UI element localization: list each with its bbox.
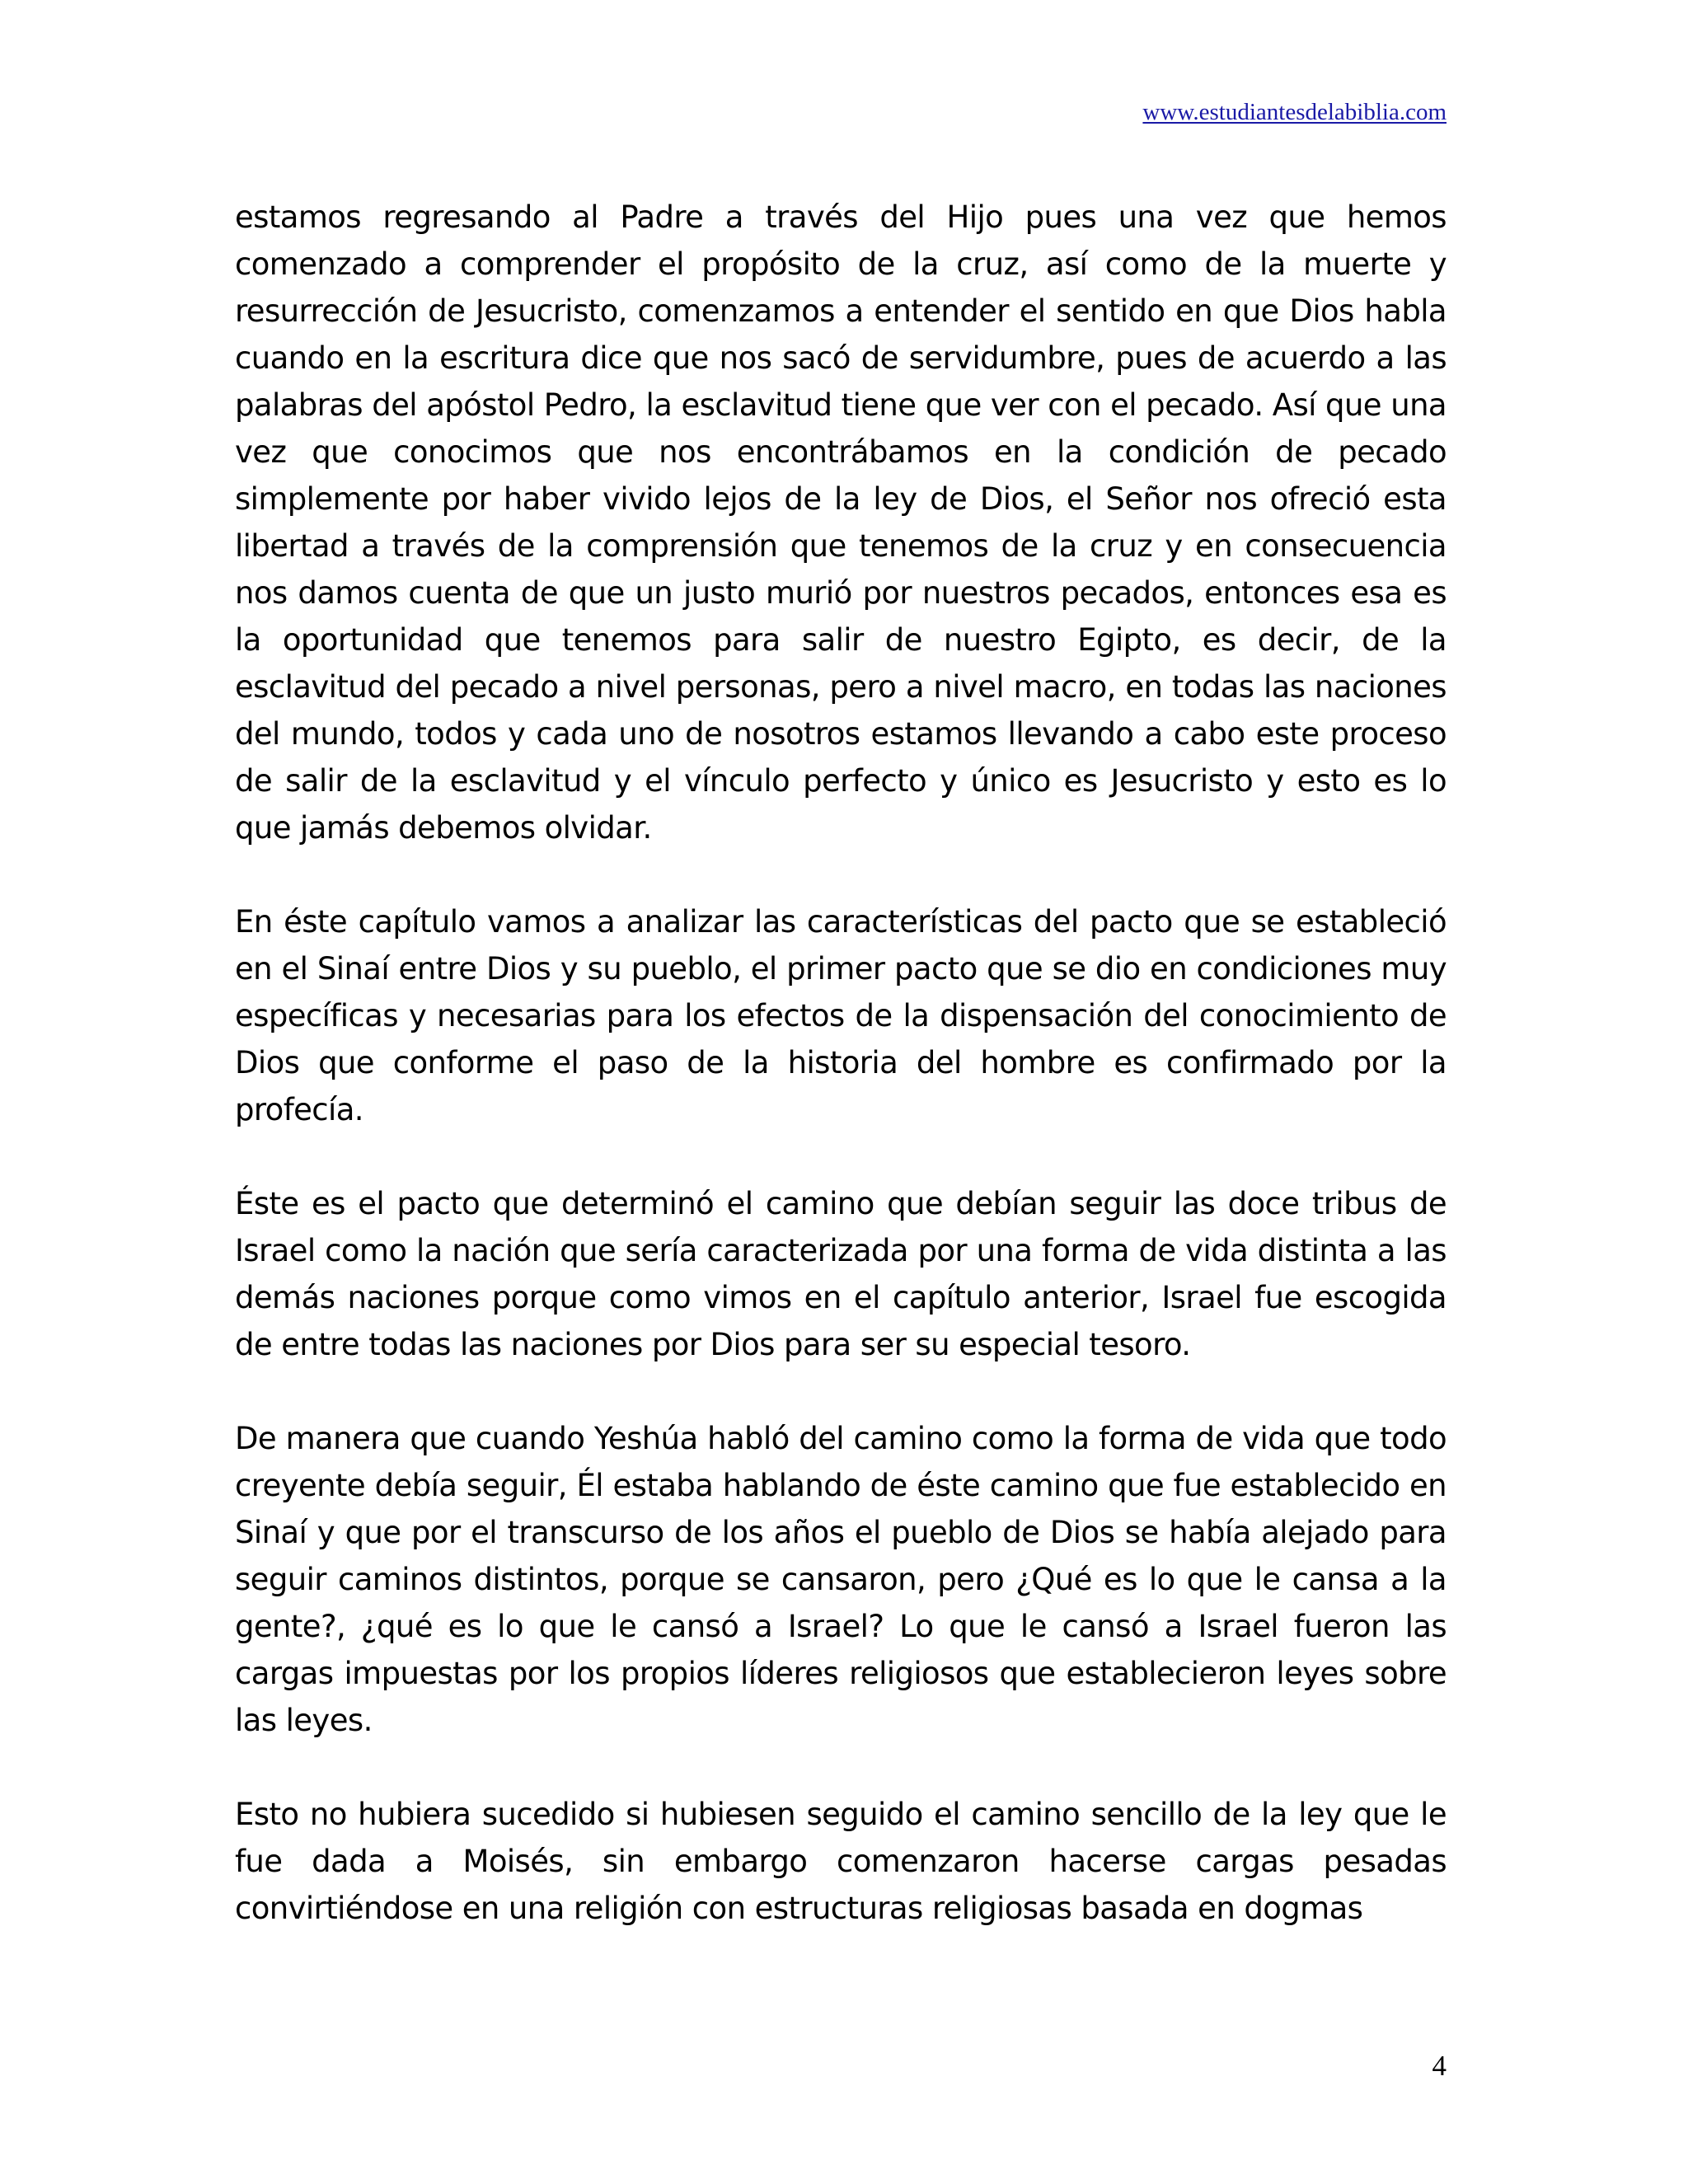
paragraph: En éste capítulo vamos a analizar las características del pacto que se estableció en el Sinaí entre Dios y su pueblo, el primer pacto que se dio en condiciones muy específicas y necesarias para los efectos de la dispensación del conocimiento de Dios que conforme el paso de la historia del hombre es confirmado por la profecía. <box>235 904 1447 1127</box>
paragraph: Esto no hubiera sucedido si hubiesen seguido el camino sencillo de la ley que le fue dada a Moisés, sin embargo comenzaron hacerse cargas pesadas convirtiéndose en una religión con estructuras religiosas basada en dogmas <box>235 1797 1447 1926</box>
page-number: 4 <box>1432 2050 1447 2082</box>
body-text <box>235 194 1447 1979</box>
paragraph: De manera que cuando Yeshúa habló del camino como la forma de vida que todo creyente debía seguir, Él estaba hablando de éste camino que fue establecido en Sinaí y que por el transcurso de los años el pueblo de Dios se había alejado para seguir caminos distintos, porque se cansaron, pero ¿Qué es lo que le cansa a la gente?, ¿qué es lo que le cansó a Israel? Lo que le cansó a Israel fueron las cargas impuestas por los propios líderes religiosos que establecieron leyes sobre las leyes. <box>235 1421 1447 1738</box>
paragraph: Éste es el pacto que determinó el camino que debían seguir las doce tribus de Israel como la nación que sería caracterizada por una forma de vida distinta a las demás naciones porque como vimos en el capítulo anterior, Israel fue escogida de entre todas las naciones por Dios para ser su especial tesoro. <box>235 1186 1447 1362</box>
paragraph: estamos regresando al Padre a través del Hijo pues una vez que hemos comenzado a comprender el propósito de la cruz, así como de la muerte y resurrección de Jesucristo, comenzamos a entender el sentido en que Dios habla cuando en la escritura dice que nos sacó de servidumbre, pues de acuerdo a las palabras del apóstol Pedro, la esclavitud tiene que ver con el pecado. Así que una vez que conocimos que nos encontrábamos en la condición de pecado simplemente por haber vivido lejos de la ley de Dios, el Señor nos ofreció esta libertad a través de la comprensión que tenemos de la cruz y en consecuencia nos damos cuenta de que un justo murió por nuestros pecados, entonces esa es la oportunidad que tenemos para salir de nuestro Egipto, es decir, de la esclavitud del pecado a nivel personas, pero a nivel macro, en todas las naciones del mundo, todos y cada uno de nosotros estamos llevando a cabo este proceso de salir de la esclavitud y el vínculo perfecto y único es Jesucristo y esto es lo que jamás debemos olvidar. <box>235 199 1447 846</box>
header-site-link[interactable]: www.estudiantesdelabiblia.com <box>1142 99 1447 125</box>
